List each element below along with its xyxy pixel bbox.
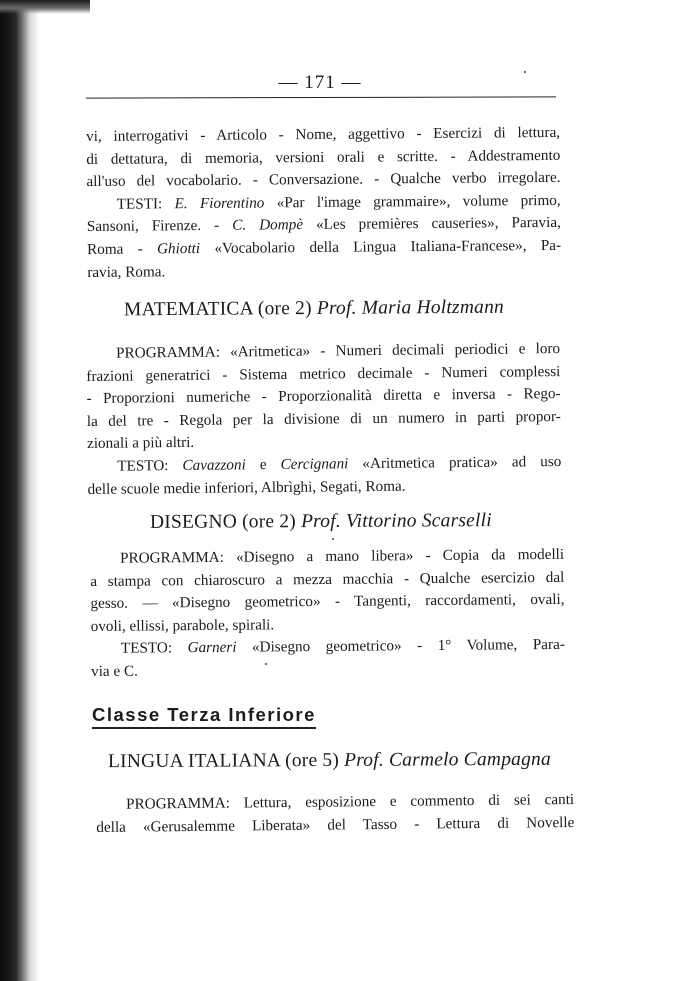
author-name: Ghiotti	[156, 239, 201, 258]
text-run: «Les premières causeries», Paravia,	[302, 214, 561, 234]
program-line: - Proporzioni numeriche - Proporzionalità diretta e inversa - Rego-	[86, 385, 561, 408]
program-line: PROGRAMMA: «Aritmetica» - Numeri decimali periodici e loro	[116, 340, 561, 362]
testi-label: TESTI:	[116, 195, 175, 213]
ink-speck	[524, 71, 526, 73]
text-run: «Par l'image grammaire», volume primo,	[264, 191, 561, 212]
text-run: Roma -	[87, 240, 158, 258]
program-line: zionali a più altri.	[86, 434, 195, 453]
testo-line	[91, 634, 565, 661]
author-name: Garneri	[187, 639, 237, 657]
subject-title: DISEGNO (ore 2)	[149, 511, 302, 533]
program-line: gesso. — «Disegno geometrico» - Tangenti, raccordamenti, ovali,	[90, 591, 565, 613]
subject-title: MATEMATICA (ore 2)	[123, 297, 317, 321]
lingua-heading	[108, 749, 551, 773]
disegno-heading	[150, 510, 492, 534]
text-run: «Aritmetica pratica» ad uso	[348, 452, 562, 473]
author-name: Cavazzoni	[182, 456, 246, 474]
disegno-paragraph	[90, 544, 565, 684]
intro-line: vi, interrogativi - Articolo - Nome, aggettivo - Esercizi di lettura,	[86, 123, 561, 145]
text-run: e	[245, 455, 281, 474]
professor-name: Prof. Carmelo Campagna	[344, 748, 551, 771]
header-rule	[86, 96, 556, 98]
program-line: la del tre - Regola per la divisione di un numero in parti propor-	[86, 407, 561, 430]
matematica-heading	[124, 297, 504, 322]
intro-line: all'uso del vocabolario. - Conversazione. - Qualche verbo irregolare.	[86, 169, 561, 191]
subject-title: LINGUA ITALIANA (ore 5)	[107, 749, 345, 773]
program-line: ovoli, ellissi, parabole, spirali.	[90, 616, 275, 635]
program-line: della «Gerusalemme Liberata» del Tasso - Lettura di Novelle	[96, 813, 575, 836]
program-line: a stampa con chiaroscuro a mezza macchia - Qualche esercizio dal	[90, 568, 565, 590]
author-name: E. Fiorentino	[174, 194, 265, 213]
ink-speck	[265, 663, 267, 665]
testo-label: TESTO:	[120, 639, 188, 658]
intro-paragraph	[86, 122, 561, 284]
professor-name: Prof. Maria Holtzmann	[316, 296, 505, 319]
testo-label: TESTO:	[117, 456, 183, 475]
text-run: «Disegno geometrico» - 1° Volume, Para-	[236, 636, 565, 657]
text-run: Sansoni, Firenze. -	[86, 217, 233, 236]
intro-line	[87, 235, 561, 262]
author-name: C. Dompè	[232, 216, 304, 235]
program-line: PROGRAMMA: «Disegno a mano libera» - Copia da modelli	[120, 545, 565, 567]
text-run: «Vocabolario della Lingua Italiana-Francese», Pa-	[200, 236, 562, 257]
program-line: via e C.	[91, 662, 138, 680]
intro-line: di dettatura, di memoria, versioni orali e scritte. - Addestramento	[86, 146, 561, 168]
author-name: Cercignani	[280, 455, 349, 473]
professor-name: Prof. Vittorino Scarselli	[300, 510, 492, 533]
program-line: delle scuole medie inferiori, Albrìghi, Segati, Roma.	[87, 477, 406, 498]
class-section-title: Classe Terza Inferiore	[92, 704, 316, 729]
ink-speck	[332, 538, 334, 540]
intro-line: ravia, Roma.	[87, 262, 166, 281]
program-line: PROGRAMMA: Lettura, esposizione e commento di sei canti	[126, 790, 575, 813]
program-line: frazioni generatrici - Sistema metrico decimale - Numeri complessi	[86, 362, 561, 385]
lingua-paragraph	[96, 789, 574, 839]
matematica-paragraph	[86, 338, 562, 501]
page-number: — 171 —	[278, 72, 362, 93]
